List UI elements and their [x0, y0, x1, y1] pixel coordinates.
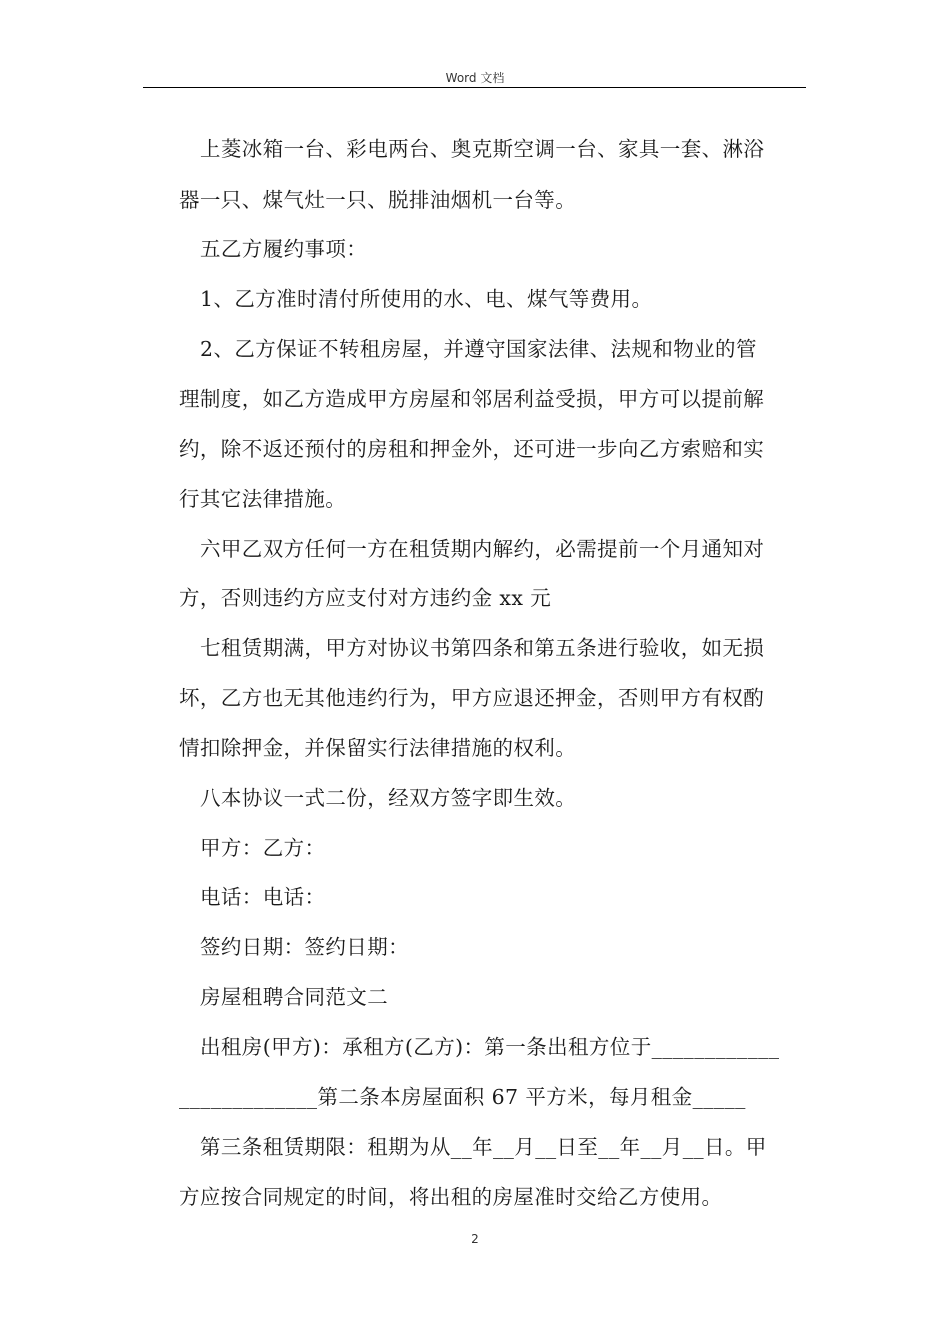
paragraph-line: 五乙方履约事项：: [200, 237, 368, 261]
paragraph-line: 出租房(甲方)：承租方(乙方)：第一条出租方位于____________: [200, 1035, 780, 1059]
paragraph-line: _____________第二条本房屋面积 67 平方米，每月租金_____: [179, 1085, 746, 1109]
paragraph-line: 电话：电话：: [200, 885, 326, 909]
paragraph-line: 行其它法律措施。: [179, 487, 347, 511]
paragraph-line: 方应按合同规定的时间，将出租的房屋准时交给乙方使用。: [179, 1185, 723, 1209]
paragraph-line: 1、乙方准时清付所使用的水、电、煤气等费用。: [200, 287, 653, 311]
paragraph-line: 情扣除押金，并保留实行法律措施的权利。: [179, 736, 577, 760]
paragraph-line: 约，除不返还预付的房租和押金外，还可进一步向乙方索赔和实: [179, 437, 765, 461]
paragraph-line: 第三条租赁期限：租期为从__年__月__日至__年__月__日。甲: [200, 1135, 767, 1159]
page-number: 2: [471, 1232, 479, 1246]
paragraph-line: 七租赁期满，甲方对协议书第四条和第五条进行验收，如无损: [200, 636, 765, 660]
paragraph-line: 上菱冰箱一台、彩电两台、奥克斯空调一台、家具一套、淋浴: [200, 137, 765, 161]
header-divider: [143, 87, 806, 88]
section-title: 房屋租聘合同范文二: [200, 985, 389, 1009]
paragraph-line: 方，否则违约方应支付对方违约金 xx 元: [179, 586, 552, 610]
paragraph-line: 八本协议一式二份，经双方签字即生效。: [200, 786, 577, 810]
paragraph-line: 六甲乙双方任何一方在租赁期内解约，必需提前一个月通知对: [200, 537, 765, 561]
paragraph-line: 器一只、煤气灶一只、脱排油烟机一台等。: [179, 188, 577, 212]
paragraph-line: 签约日期：签约日期：: [200, 935, 409, 959]
paragraph-line: 甲方：乙方：: [200, 836, 326, 860]
paragraph-line: 理制度，如乙方造成甲方房屋和邻居利益受损，甲方可以提前解: [179, 387, 765, 411]
page-header: Word 文档: [445, 71, 505, 85]
paragraph-line: 2、乙方保证不转租房屋，并遵守国家法律、法规和物业的管: [200, 337, 757, 361]
paragraph-line: 坏，乙方也无其他违约行为，甲方应退还押金，否则甲方有权酌: [179, 686, 765, 710]
